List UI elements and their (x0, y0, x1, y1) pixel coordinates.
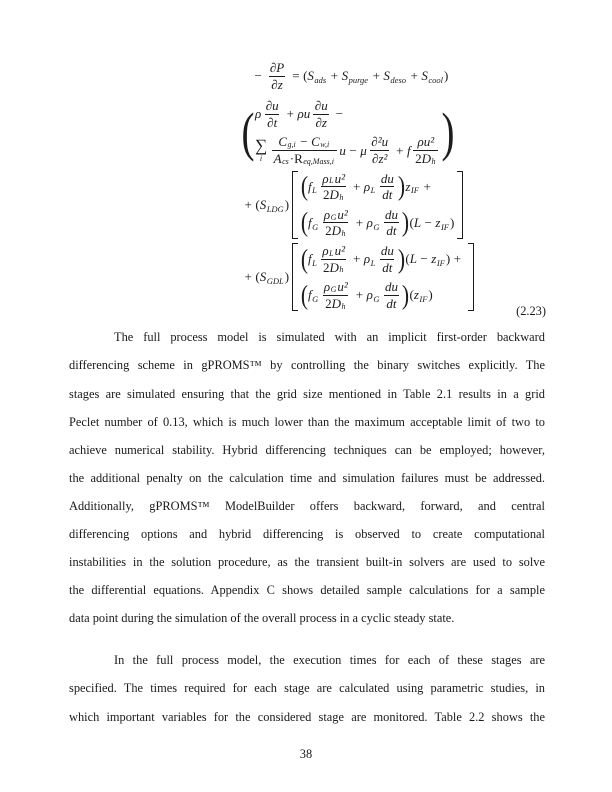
eq-token: du (384, 279, 398, 295)
eq-subscript: G (330, 212, 337, 222)
text-line: the differential equations. Appendix C shows detailed sample calculations for a sample (69, 583, 545, 598)
summation (255, 137, 267, 163)
eq-token: f (308, 178, 312, 194)
equation-line-2a (255, 98, 347, 130)
eq-token: ρ (254, 106, 262, 122)
equation-line-3b (301, 207, 454, 239)
eq-subscript: G (373, 221, 380, 232)
equation-line-2 (241, 98, 455, 166)
eq-token: A (273, 150, 282, 166)
eq-token: ) (284, 269, 290, 285)
eq-subscript: IF (436, 257, 445, 268)
eq-token: ρ (323, 206, 331, 222)
eq-token: ( (405, 251, 410, 267)
eq-token: D (421, 150, 431, 166)
eq-token: ∂z (271, 76, 283, 92)
eq-token: S (259, 269, 267, 285)
text-line: Peclet number of 0.13, which is much lower than the maximum acceptable limit of two to (69, 414, 545, 429)
eq-subscript: L (312, 257, 317, 268)
eq-token: ∂P (269, 60, 285, 75)
eq-subscript: LDG (266, 203, 284, 214)
text-line: achieve numerical stability. Hybrid differencing techniques can be employed; however, (69, 442, 545, 457)
eq-token: + (244, 269, 252, 285)
eq-subscript: G (312, 221, 319, 232)
eq-token: dt (386, 295, 397, 311)
equation-2-23 (69, 60, 546, 319)
eq-token: du (380, 170, 394, 186)
eq-token: ( (255, 196, 260, 212)
eq-token: S (383, 68, 390, 84)
eq-token: ρu (297, 106, 311, 122)
eq-subscript: L (329, 248, 334, 258)
equation-line-3a (301, 171, 434, 203)
sum-index: i (259, 154, 263, 164)
equation-line-4 (241, 243, 477, 311)
eq-token: f (308, 215, 312, 231)
eq-token: ∂z (315, 114, 327, 130)
eq-subscript: h (341, 229, 346, 239)
eq-subscript: cs (282, 156, 289, 166)
page-number: 38 (299, 746, 313, 761)
eq-token: + (286, 106, 295, 122)
eq-token: + (355, 215, 364, 231)
text-line: The full process model is simulated with an implicit first-order backward (114, 330, 545, 345)
eq-token: 2 (325, 295, 332, 311)
paren-right: ) (402, 279, 410, 310)
eq-token: du (384, 206, 398, 222)
eq-token: C (278, 134, 287, 150)
eq-subscript: L (312, 185, 317, 196)
big-paren-left: ( (241, 102, 255, 163)
equation-line-1 (251, 60, 448, 92)
paren-right: ) (402, 207, 410, 238)
eq-token: ∂t (267, 114, 278, 130)
eq-token: + (423, 178, 431, 194)
eq-token: ( (409, 287, 414, 303)
equation-line-2b (255, 134, 441, 166)
fraction-du-dt-total (383, 279, 400, 311)
text-line: specified. The times required for each stage are calculated using parametric studies, in (69, 681, 545, 696)
eq-token: ) (450, 215, 455, 231)
bracket-right (468, 243, 474, 311)
equation-line-4b (301, 279, 433, 311)
paren-right: ) (398, 171, 406, 202)
eq-token: − (424, 215, 432, 231)
eq-subscript: G (312, 293, 319, 304)
eq-subscript: IF (440, 221, 449, 232)
eq-token: + (353, 178, 361, 194)
eq-token: dt (382, 187, 393, 203)
fraction-concentration (272, 134, 337, 166)
paragraph-2 (69, 646, 545, 730)
sigma-symbol: ∑ (254, 136, 268, 156)
eq-token: ρ (363, 178, 371, 194)
eq-token: ρ (366, 287, 373, 303)
eq-token: ρ (322, 242, 329, 258)
text-line: Additionally, gPROMS™ ModelBuilder offers backward, forward, and central (69, 498, 545, 513)
fraction-du-dz (313, 98, 330, 130)
eq-token: D (331, 295, 341, 311)
eq-token: − (335, 106, 344, 122)
fraction-d2u-dz2 (369, 134, 390, 166)
fraction-rhoLu2-2Dh (320, 171, 347, 203)
eq-subscript: w,i (320, 140, 330, 150)
eq-subscript: purge (348, 74, 369, 85)
eq-token: ∂u (265, 98, 279, 114)
eq-token: = (292, 68, 300, 84)
eq-subscript: h (341, 301, 346, 311)
eq-token: f (406, 142, 411, 158)
eq-token: ) (445, 251, 451, 267)
text-line: which important variables for the considered stage are monitored. Table 2.2 shows the (69, 709, 545, 724)
equation-lines (241, 60, 546, 311)
eq-token: ρu² (417, 134, 435, 150)
eq-token: S (259, 196, 267, 212)
eq-token: dt (382, 259, 393, 275)
fraction-rhoGu2-2Dh (322, 279, 350, 311)
bracket-right (457, 171, 463, 239)
eq-token: S (307, 68, 314, 84)
body-text (69, 323, 545, 730)
paren-left: ( (300, 279, 309, 310)
eq-token: ( (303, 68, 308, 84)
fraction-du-dt-total (383, 207, 400, 239)
eq-token: du (380, 242, 394, 258)
eq-token: ( (409, 215, 414, 231)
eq-token: ρ (366, 215, 373, 231)
text-line: differencing scheme in gPROMS™ by controlling the binary switches explicitly. The (69, 358, 545, 373)
eq-token: + (372, 68, 380, 84)
eq-token: S (421, 68, 428, 84)
eq-token: ∂²u (371, 134, 389, 150)
ldg-terms (301, 171, 454, 239)
eq-token: · (289, 150, 295, 166)
bracket-left (292, 243, 298, 311)
eq-token: ( (255, 269, 260, 285)
eq-token: − (420, 251, 428, 267)
eq-token: z (431, 251, 437, 267)
eq-token: D (329, 259, 339, 275)
eq-subscript: G (373, 293, 380, 304)
eq-subscript: g,i (287, 140, 296, 150)
eq-token: + (330, 68, 339, 84)
eq-token: dt (386, 223, 397, 239)
eq-token: ) (444, 68, 449, 84)
fraction-rhou2-2Dh (413, 134, 438, 166)
eq-token: L (409, 251, 417, 267)
eq-token: u² (337, 279, 348, 295)
eq-subscript: G (330, 284, 337, 294)
eq-token: ∂u (314, 98, 328, 114)
eq-token: 2 (323, 187, 330, 203)
equation-line-4a (301, 243, 465, 275)
eq-token: R (294, 150, 303, 166)
eq-token: ) (284, 196, 290, 212)
eq-subscript: h (339, 265, 344, 275)
text-line: the additional penalty on the calculation time and simulation failures must be addressed. (69, 470, 545, 485)
eq-token: − (300, 134, 308, 150)
text-line: differencing options and hybrid differencing is observed to create computational (69, 526, 545, 541)
text-line: data point during the simulation of the overall process in a cyclic steady state. (69, 611, 455, 626)
eq-token: ρ (363, 251, 371, 267)
eq-token: u² (337, 206, 348, 222)
fraction-rhoLu2-2Dh (320, 243, 347, 275)
text-line: stages are simulated ensuring that the grid size mentioned in Table 2.1 results in a grid (69, 386, 545, 401)
eq-token: ∂z² (372, 150, 388, 166)
eq-subscript: L (370, 185, 376, 196)
eq-token: μ (360, 142, 367, 158)
eq-token: C (311, 134, 320, 150)
eq-token: + (355, 287, 364, 303)
eq-token: 2 (415, 150, 422, 166)
eq-subscript: eq,Mass,i (303, 156, 334, 166)
eq-subscript: GDL (266, 275, 284, 286)
eq-token: + (353, 251, 361, 267)
eq-subscript: deso (390, 74, 407, 85)
eq-token: 2 (323, 259, 330, 275)
eq-token: u (339, 142, 346, 158)
eq-token: S (341, 68, 349, 84)
fraction-du-dt (264, 98, 281, 130)
eq-subscript: ads (314, 74, 327, 85)
fraction-du-dt-total (379, 171, 396, 203)
gdl-terms (301, 243, 465, 311)
equation-number: (2.23) (516, 304, 546, 319)
fraction-rhoGu2-2Dh (322, 207, 350, 239)
eq-token: u² (334, 170, 346, 186)
bracket-left (292, 171, 298, 239)
paragraph-1 (69, 323, 545, 632)
eq-subscript: IF (419, 293, 428, 304)
eq-token: L (413, 215, 422, 231)
eq-token: + (453, 251, 462, 267)
eq-token: 2 (325, 223, 332, 239)
paren-left: ( (300, 207, 309, 238)
eq-token: − (349, 142, 357, 158)
eq-token: f (308, 251, 312, 267)
eq-token: + (396, 142, 404, 158)
equation-line-3 (241, 171, 466, 239)
eq-token: + (244, 196, 252, 212)
eq-token: D (329, 187, 339, 203)
paren-right: ) (398, 243, 406, 274)
fraction-dP-dz (268, 60, 286, 92)
eq-subscript: L (329, 176, 334, 186)
eq-token: ρ (323, 279, 331, 295)
momentum-terms (255, 98, 441, 166)
text-line: In the full process model, the execution times for each of these stages are (114, 653, 545, 668)
eq-subscript: h (431, 156, 436, 166)
eq-token: f (308, 287, 312, 303)
eq-token: D (331, 223, 341, 239)
eq-token: u² (334, 242, 346, 258)
fraction-du-dt-total (379, 243, 396, 275)
eq-token: + (410, 68, 418, 84)
eq-token: z (435, 215, 441, 231)
eq-token: z (405, 178, 411, 194)
paren-left: ( (300, 243, 309, 274)
big-paren-right: ) (441, 102, 455, 163)
text-line: instabilities in the solution procedure, as the transient built-in solvers are used to solve (69, 555, 545, 570)
eq-token: z (413, 287, 419, 303)
eq-subscript: L (370, 257, 376, 268)
paren-left: ( (300, 171, 309, 202)
eq-token: ρ (322, 170, 329, 186)
eq-token: − (254, 68, 262, 84)
eq-subscript: IF (410, 185, 419, 196)
eq-subscript: h (339, 192, 344, 202)
eq-subscript: cool (428, 74, 443, 85)
eq-token: ) (428, 287, 433, 303)
